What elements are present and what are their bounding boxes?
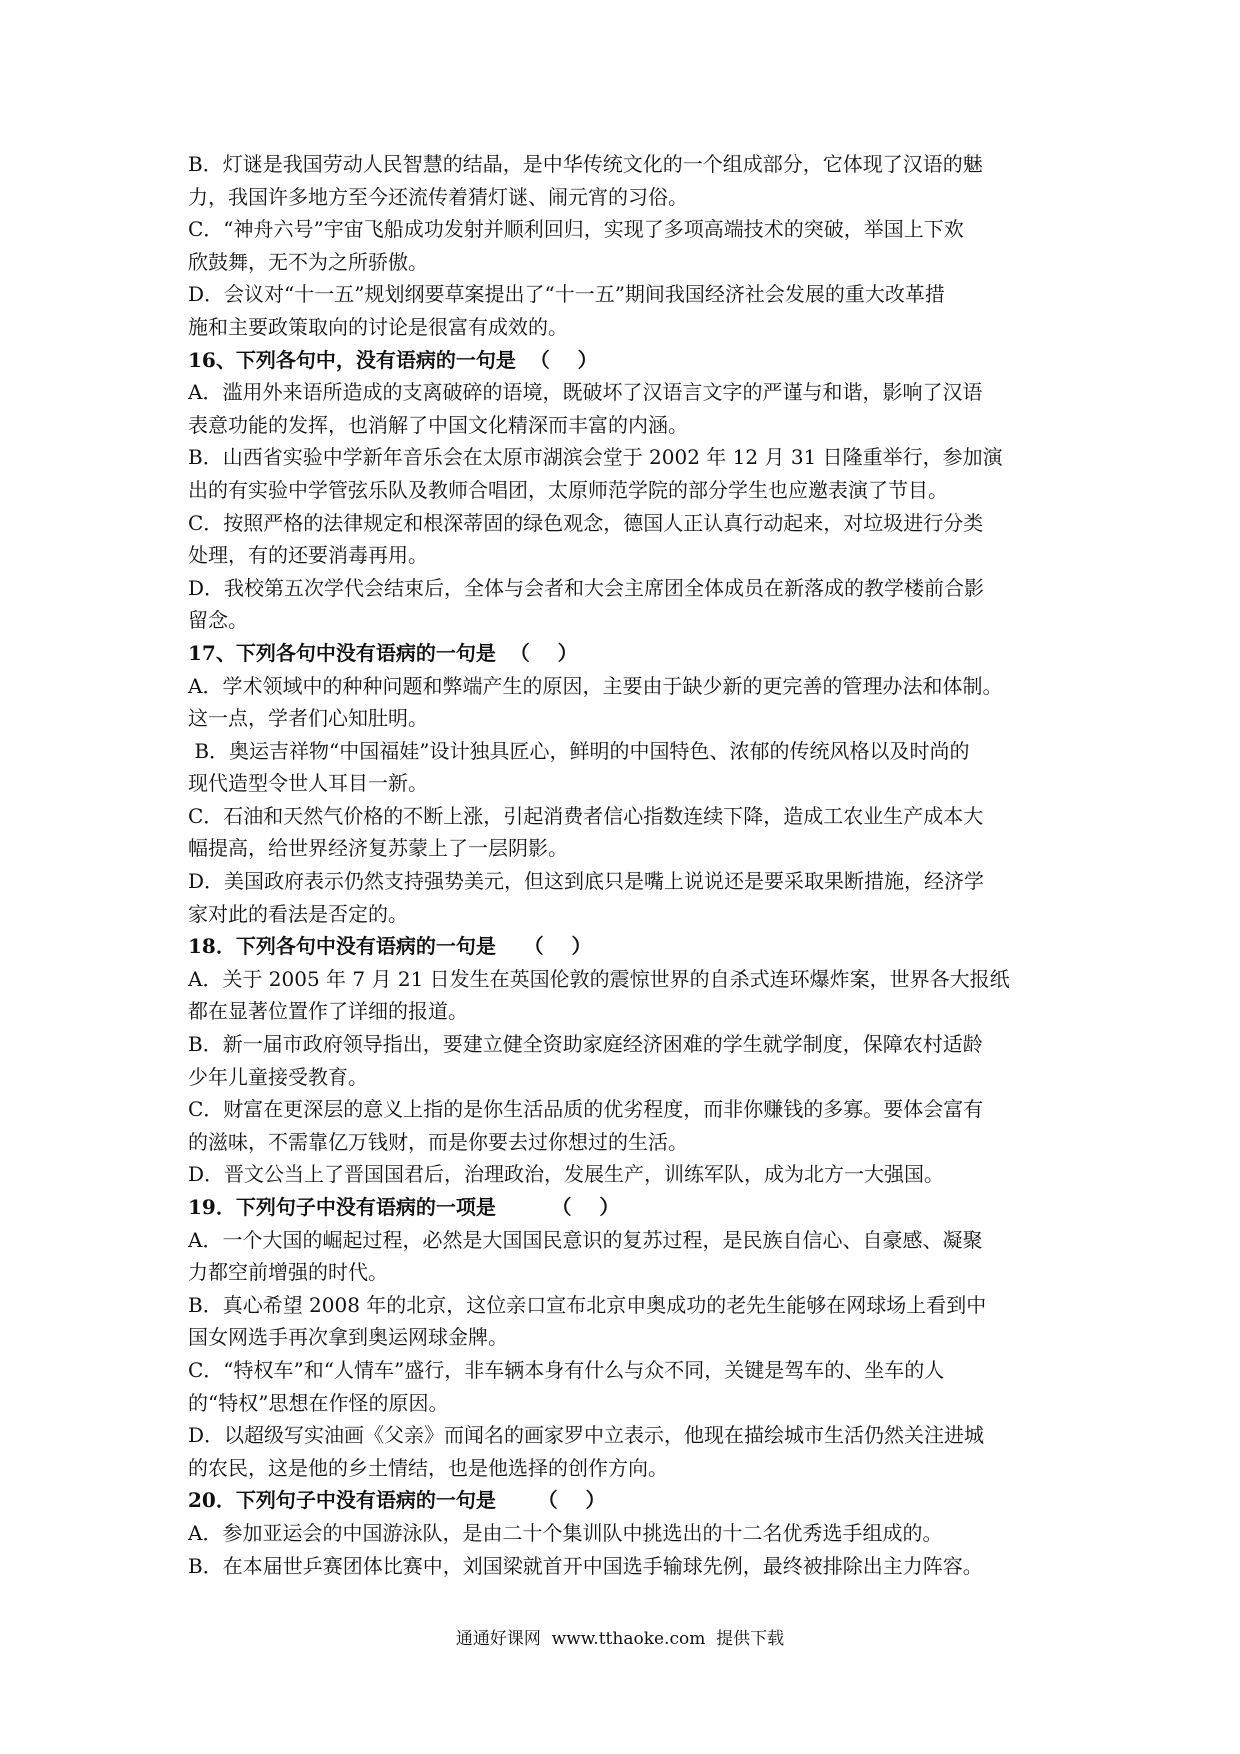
- text-line: 施和主要政策取向的讨论是很富有成效的。: [188, 314, 568, 339]
- text-line: 国女网选手再次拿到奥运网球金牌。: [188, 1325, 508, 1350]
- question-heading: 18．下列各句中没有语病的一句是 （ ）: [188, 934, 592, 959]
- text-line: A．参加亚运会的中国游泳队，是由二十个集训队中挑选出的十二名优秀选手组成的。: [188, 1520, 943, 1545]
- text-line: 表意功能的发挥，也消解了中国文化精深而丰富的内涵。: [188, 412, 688, 437]
- text-line: 的滋味，不需靠亿万钱财，而是你要去过你想过的生活。: [188, 1129, 688, 1154]
- text-line: 力，我国许多地方至今还流传着猜灯谜、闹元宵的习俗。: [188, 184, 688, 209]
- text-line: D．美国政府表示仍然支持强势美元，但这到底只是嘴上说说还是要采取果断措施，经济学: [188, 869, 985, 894]
- text-line: 家对此的看法是否定的。: [188, 901, 408, 926]
- text-line: 留念。: [188, 608, 248, 633]
- text-line: A．关于 2005 年 7 月 21 日发生在英国伦敦的震惊世界的自杀式连环爆炸案，世界各大报纸: [188, 966, 1010, 991]
- text-line: 的“特权”思想在作怪的原因。: [188, 1390, 449, 1415]
- text-line: B．灯谜是我国劳动人民智慧的结晶，是中华传统文化的一个组成部分，它体现了汉语的魅: [188, 152, 983, 176]
- text-line: D．我校第五次学代会结束后，全体与会者和大会主席团全体成员在新落成的教学楼前合影: [188, 575, 985, 600]
- question-heading: 17、下列各句中没有语病的一句是 （ ）: [188, 640, 578, 665]
- text-line: 这一点，学者们心知肚明。: [188, 706, 428, 731]
- text-line: D．以超级写实油画《父亲》而闻名的画家罗中立表示，他现在描绘城市生活仍然关注进城: [188, 1423, 985, 1448]
- question-heading: 19．下列句子中没有语病的一项是 （ ）: [188, 1195, 620, 1219]
- text-line: 现代造型令世人耳目一新。: [188, 771, 428, 796]
- document-body: [188, 148, 1058, 1582]
- text-line: C．“神舟六号”宇宙飞船成功发射并顺利回归，实现了多项高端技术的突破，举国上下欢: [188, 217, 964, 242]
- text-line: 幅提高，给世界经济复苏蒙上了一层阴影。: [188, 836, 568, 861]
- text-line: C．按照严格的法律规定和根深蒂固的绿色观念，德国人正认真行动起来，对垃圾进行分类: [188, 510, 984, 535]
- text-line: B．山西省实验中学新年音乐会在太原市湖滨会堂于 2002 年 12 月 31 日隆重举行，参加演: [188, 445, 1003, 470]
- text-line: 都在显著位置作了详细的报道。: [188, 999, 468, 1024]
- text-line: B．真心希望 2008 年的北京，这位亲口宣布北京申奥成功的老先生能够在网球场上看到中: [188, 1292, 987, 1317]
- text-line: C．财富在更深层的意义上指的是你生活品质的优劣程度，而非你赚钱的多寡。要体会富有: [188, 1097, 984, 1122]
- text-line: C．“特权车”和“人情车”盛行，非车辆本身有什么与众不同，关键是驾车的、坐车的人: [188, 1357, 945, 1382]
- question-heading: 16、下列各句中，没有语病的一句是 （ ）: [188, 347, 598, 372]
- text-line: D．晋文公当上了晋国国君后，治理政治，发展生产，训练军队，成为北方一大强国。: [188, 1162, 945, 1187]
- text-line: B．在本届世乒赛团体比赛中，刘国梁就首开中国选手输球先例，最终被排除出主力阵容。: [188, 1553, 983, 1578]
- footer-download-note: 通通好课网 www.tthaoke.com 提供下载: [455, 1629, 785, 1649]
- text-line: 出的有实验中学管弦乐队及教师合唱团，太原师范学院的部分学生也应邀表演了节目。: [188, 477, 948, 502]
- text-line: 力都空前增强的时代。: [188, 1260, 388, 1285]
- question-heading: 20．下列句子中没有语病的一句是 （ ）: [188, 1488, 606, 1513]
- text-line: 处理，有的还要消毒再用。: [188, 543, 428, 568]
- text-line: D．会议对“十一五”规划纲要草案提出了“十一五”期间我国经济社会发展的重大改革措: [188, 282, 945, 307]
- text-line: A．学术领域中的种种问题和弊端产生的原因，主要由于缺少新的更完善的管理办法和体制。: [188, 673, 1003, 698]
- text-line: A．一个大国的崛起过程，必然是大国国民意识的复苏过程，是民族自信心、自豪感、凝聚: [188, 1227, 983, 1252]
- text-line: B．新一届市政府领导指出，要建立健全资助家庭经济困难的学生就学制度，保障农村适龄: [188, 1032, 983, 1057]
- text-line: B．奥运吉祥物“中国福娃”设计独具匠心，鲜明的中国特色、浓郁的传统风格以及时尚的: [188, 738, 970, 763]
- text-line: 少年儿童接受教育。: [188, 1064, 368, 1089]
- text-line: 的农民，这是他的乡土情结，也是他选择的创作方向。: [188, 1455, 668, 1480]
- text-line: A．滥用外来语所造成的支离破碎的语境，既破坏了汉语言文字的严谨与和谐，影响了汉语: [188, 380, 983, 405]
- text-line: 欣鼓舞，无不为之所骄傲。: [188, 249, 428, 274]
- text-line: C．石油和天然气价格的不断上涨，引起消费者信心指数连续下降，造成工农业生产成本大: [188, 803, 984, 828]
